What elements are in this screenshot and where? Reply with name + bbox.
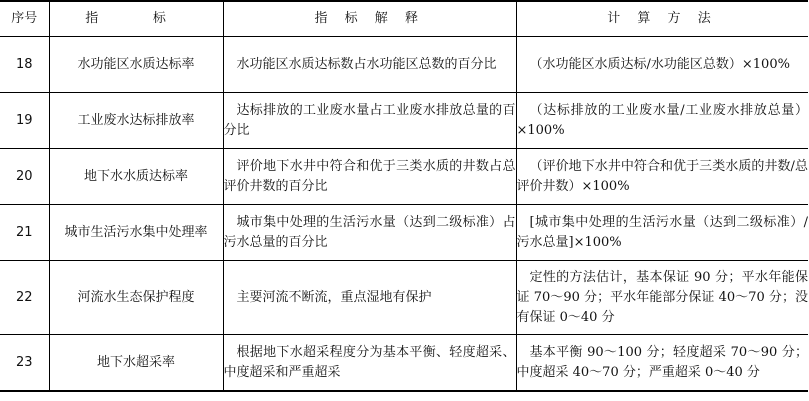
row-number: 22 xyxy=(0,261,49,335)
calculation-method: （达标排放的工业废水量/工业废水排放总量）×100% xyxy=(516,93,808,149)
indicator-explanation: 根据地下水超采程度分为基本平衡、轻度超采、中度超采和严重超采 xyxy=(223,335,516,392)
calculation-method: [城市集中处理的生活污水量（达到二级标准）/污水总量]×100% xyxy=(516,205,808,261)
table-row xyxy=(0,261,808,335)
table-row xyxy=(0,93,808,149)
calculation-method: 基本平衡 90～100 分；轻度超采 70～90 分；中度超采 40～70 分；严重超采 0～40 分 xyxy=(516,335,808,392)
calculation-method: （水功能区水质达标/水功能区总数）×100% xyxy=(516,37,808,93)
table-header-row xyxy=(0,1,808,37)
indicator-name: 城市生活污水集中处理率 xyxy=(49,205,223,261)
table-row xyxy=(0,149,808,205)
indicator-explanation: 水功能区水质达标数占水功能区总数的百分比 xyxy=(223,37,516,93)
header-indicator: 指 标 xyxy=(49,1,223,37)
table-row xyxy=(0,205,808,261)
indicator-explanation: 主要河流不断流，重点湿地有保护 xyxy=(223,261,516,335)
header-method: 计 算 方 法 xyxy=(516,1,808,37)
row-number: 21 xyxy=(0,205,49,261)
indicator-explanation: 达标排放的工业废水量占工业废水排放总量的百分比 xyxy=(223,93,516,149)
indicator-explanation: 城市集中处理的生活污水量（达到二级标准）占污水总量的百分比 xyxy=(223,205,516,261)
indicator-name: 工业废水达标排放率 xyxy=(49,93,223,149)
table-row xyxy=(0,37,808,93)
indicator-name: 水功能区水质达标率 xyxy=(49,37,223,93)
row-number: 19 xyxy=(0,93,49,149)
header-no: 序号 xyxy=(0,1,49,37)
table-row xyxy=(0,335,808,392)
row-number: 23 xyxy=(0,335,49,392)
row-number: 20 xyxy=(0,149,49,205)
calculation-method: 定性的方法估计，基本保证 90 分；平水年能保证 70～90 分；平水年能部分保证 40～70 分；没有保证 0～40 分 xyxy=(516,261,808,335)
header-explanation: 指 标 解 释 xyxy=(223,1,516,37)
indicator-name: 地下水水质达标率 xyxy=(49,149,223,205)
indicator-name: 河流水生态保护程度 xyxy=(49,261,223,335)
indicator-name: 地下水超采率 xyxy=(49,335,223,392)
row-number: 18 xyxy=(0,37,49,93)
calculation-method: （评价地下水井中符合和优于三类水质的井数/总评价井数）×100% xyxy=(516,149,808,205)
indicator-explanation: 评价地下水井中符合和优于三类水质的井数占总评价井数的百分比 xyxy=(223,149,516,205)
